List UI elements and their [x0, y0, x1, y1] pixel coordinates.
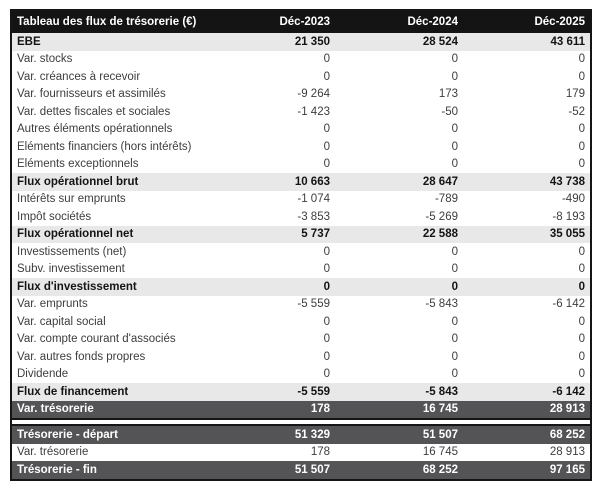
cell-value: 0	[463, 121, 591, 139]
row-label: Flux opérationnel brut	[11, 173, 207, 191]
table-row	[11, 86, 591, 104]
table-row	[11, 226, 591, 244]
table-row	[11, 121, 591, 139]
row-label: Flux opérationnel net	[11, 226, 207, 244]
table-row	[11, 313, 591, 331]
cell-value: -5 559	[207, 383, 335, 401]
cell-value: -5 559	[207, 296, 335, 314]
cell-value: -9 264	[207, 86, 335, 104]
cell-value: 0	[207, 261, 335, 279]
table-row	[11, 278, 591, 296]
cell-value: 0	[207, 156, 335, 174]
cell-value: 28 913	[463, 401, 591, 420]
cell-value: -490	[463, 191, 591, 209]
table-row	[11, 243, 591, 261]
cell-value: 0	[335, 68, 463, 86]
cell-value: 68 252	[463, 425, 591, 444]
row-label: Var. trésorerie	[11, 401, 207, 420]
row-label: Var. autres fonds propres	[11, 348, 207, 366]
table-body	[11, 33, 591, 480]
cell-value: 0	[463, 138, 591, 156]
cell-value: 0	[463, 243, 591, 261]
row-label: Trésorerie - départ	[11, 425, 207, 444]
table-row	[11, 33, 591, 51]
table-row	[11, 173, 591, 191]
cell-value: 0	[207, 278, 335, 296]
column-header-dec-2024: Déc-2024	[335, 10, 463, 33]
cell-value: 178	[207, 401, 335, 420]
table-row	[11, 261, 591, 279]
table-row	[11, 401, 591, 420]
row-label: Subv. investissement	[11, 261, 207, 279]
cell-value: 173	[335, 86, 463, 104]
table-row	[11, 208, 591, 226]
cell-value: 68 252	[335, 461, 463, 480]
cell-value: 178	[207, 444, 335, 462]
table-row	[11, 366, 591, 384]
cell-value: 0	[463, 261, 591, 279]
row-label: Eléments financiers (hors intérêts)	[11, 138, 207, 156]
cell-value: 97 165	[463, 461, 591, 480]
cell-value: 35 055	[463, 226, 591, 244]
row-label: Intérêts sur emprunts	[11, 191, 207, 209]
cell-value: 0	[207, 138, 335, 156]
row-label: Var. créances à recevoir	[11, 68, 207, 86]
table-row	[11, 383, 591, 401]
row-label: Investissements (net)	[11, 243, 207, 261]
column-header-dec-2023: Déc-2023	[207, 10, 335, 33]
cell-value: 51 507	[335, 425, 463, 444]
cell-value: 0	[335, 121, 463, 139]
table-row	[11, 425, 591, 444]
cell-value: -52	[463, 103, 591, 121]
row-label: Dividende	[11, 366, 207, 384]
cell-value: -8 193	[463, 208, 591, 226]
row-label: Autres éléments opérationnels	[11, 121, 207, 139]
table-row	[11, 156, 591, 174]
cell-value: 28 913	[463, 444, 591, 462]
cell-value: 0	[463, 331, 591, 349]
cell-value: 5 737	[207, 226, 335, 244]
table-row	[11, 296, 591, 314]
cell-value: -789	[335, 191, 463, 209]
table-row	[11, 444, 591, 462]
cell-value: 0	[463, 366, 591, 384]
cell-value: 0	[207, 51, 335, 69]
cell-value: 0	[335, 331, 463, 349]
cell-value: 0	[207, 366, 335, 384]
cell-value: 0	[335, 313, 463, 331]
cell-value: 28 647	[335, 173, 463, 191]
cell-value: 0	[335, 51, 463, 69]
cell-value: -1 423	[207, 103, 335, 121]
row-label: Var. stocks	[11, 51, 207, 69]
cell-value: 0	[463, 313, 591, 331]
table-row	[11, 348, 591, 366]
row-label: Var. dettes fiscales et sociales	[11, 103, 207, 121]
row-label: Eléments exceptionnels	[11, 156, 207, 174]
cell-value: -6 142	[463, 296, 591, 314]
row-label: Var. capital social	[11, 313, 207, 331]
cell-value: 0	[463, 51, 591, 69]
table-row	[11, 51, 591, 69]
row-label: Flux d'investissement	[11, 278, 207, 296]
cell-value: 22 588	[335, 226, 463, 244]
cell-value: -5 269	[335, 208, 463, 226]
table-title: Tableau des flux de trésorerie (€)	[11, 10, 207, 33]
row-label: Impôt sociétés	[11, 208, 207, 226]
cell-value: 179	[463, 86, 591, 104]
table-row	[11, 191, 591, 209]
table-row	[11, 461, 591, 480]
cashflow-table	[10, 9, 592, 481]
cell-value: 28 524	[335, 33, 463, 51]
cell-value: -3 853	[207, 208, 335, 226]
row-label: Var. fournisseurs et assimilés	[11, 86, 207, 104]
table-row	[11, 331, 591, 349]
cell-value: -5 843	[335, 383, 463, 401]
cell-value: 0	[207, 348, 335, 366]
cell-value: 0	[335, 156, 463, 174]
cell-value: 0	[463, 278, 591, 296]
cell-value: 0	[463, 156, 591, 174]
cell-value: 0	[207, 313, 335, 331]
cell-value: 0	[335, 278, 463, 296]
cell-value: -1 074	[207, 191, 335, 209]
row-label: Var. compte courant d'associés	[11, 331, 207, 349]
cell-value: 0	[207, 121, 335, 139]
table-row	[11, 103, 591, 121]
cell-value: -5 843	[335, 296, 463, 314]
cell-value: 0	[335, 366, 463, 384]
cell-value: 0	[463, 348, 591, 366]
cell-value: 43 738	[463, 173, 591, 191]
cell-value: 51 329	[207, 425, 335, 444]
cell-value: 21 350	[207, 33, 335, 51]
cell-value: 0	[335, 261, 463, 279]
cell-value: -6 142	[463, 383, 591, 401]
cell-value: 51 507	[207, 461, 335, 480]
row-label: Flux de financement	[11, 383, 207, 401]
cell-value: 16 745	[335, 401, 463, 420]
cell-value: -50	[335, 103, 463, 121]
cell-value: 0	[335, 243, 463, 261]
row-label: Trésorerie - fin	[11, 461, 207, 480]
row-label: Var. trésorerie	[11, 444, 207, 462]
cell-value: 0	[207, 243, 335, 261]
cell-value: 0	[207, 331, 335, 349]
row-label: EBE	[11, 33, 207, 51]
row-label: Var. emprunts	[11, 296, 207, 314]
cell-value: 0	[335, 138, 463, 156]
cell-value: 10 663	[207, 173, 335, 191]
cell-value: 43 611	[463, 33, 591, 51]
cell-value: 0	[335, 348, 463, 366]
cell-value: 16 745	[335, 444, 463, 462]
cell-value: 0	[463, 68, 591, 86]
table-row	[11, 138, 591, 156]
table-row	[11, 68, 591, 86]
cell-value: 0	[207, 68, 335, 86]
table-header-row	[11, 10, 591, 33]
column-header-dec-2025: Déc-2025	[463, 10, 591, 33]
